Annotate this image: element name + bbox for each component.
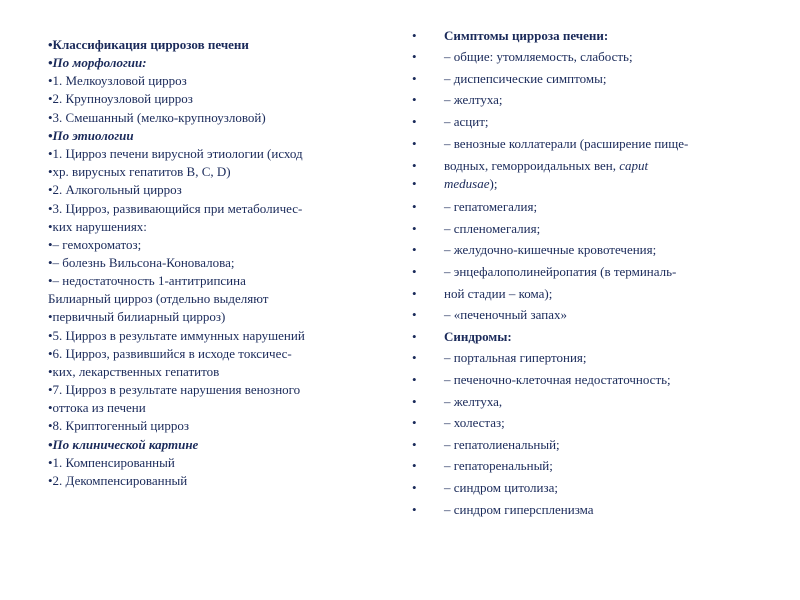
list-item-text: – венозные коллатерали (расширение пище-: [444, 136, 689, 151]
bullet-marker: •: [412, 136, 417, 151]
bullet-marker: •: [412, 329, 417, 344]
list-item-text: – желтуха;: [444, 92, 503, 107]
bullet-marker: •: [412, 394, 417, 409]
list-item: •ких нарушениях:: [48, 219, 147, 234]
list-item-text: – гепатолиенальный;: [444, 437, 560, 452]
list-item-text: – синдром цитолиза;: [444, 480, 558, 495]
list-item-text: – гепатомегалия;: [444, 199, 538, 214]
list-item-text: – асцит;: [444, 114, 489, 129]
bullet-marker: •: [412, 92, 417, 107]
list-item: •6. Цирроз, развившийся в исходе токсичес-: [48, 346, 292, 361]
bullet-marker: •: [412, 114, 417, 129]
section-heading: •По этиологии: [48, 128, 134, 143]
list-item-text: – желудочно-кишечные кровотечения;: [444, 242, 657, 257]
list-item-text: medusae);: [444, 176, 498, 191]
list-item: •5. Цирроз в результате иммунных нарушений: [48, 328, 305, 343]
list-item-text: – холестаз;: [444, 415, 505, 430]
list-item: •– недостаточность 1-антитрипсина: [48, 273, 246, 288]
list-item: •– гемохроматоз;: [48, 237, 142, 252]
list-item: •7. Цирроз в результате нарушения венозного: [48, 382, 301, 397]
list-item: Билиарный цирроз (отдельно выделяют: [48, 291, 269, 306]
list-item-text: – «печеночный запах»: [444, 307, 567, 322]
list-item: •1. Компенсированный: [48, 455, 175, 470]
bullet-marker: •: [412, 286, 417, 301]
bullet-marker: •: [412, 199, 417, 214]
list-item-text: – общие: утомляемость, слабость;: [444, 49, 633, 64]
list-item: •1. Цирроз печени вирусной этиологии (исход: [48, 146, 303, 161]
list-item: •оттока из печени: [48, 400, 146, 415]
list-item: •1. Мелкоузловой цирроз: [48, 73, 187, 88]
bullet-marker: •: [412, 28, 417, 43]
list-item-text: – гепаторенальный;: [444, 458, 553, 473]
list-item: •2. Алкогольный цирроз: [48, 182, 182, 197]
section-heading: •Классификация циррозов печени: [48, 37, 249, 52]
bullet-marker: •: [412, 458, 417, 473]
list-item: •2. Декомпенсированный: [48, 473, 188, 488]
bullet-marker: •: [412, 415, 417, 430]
bullet-marker: •: [412, 71, 417, 86]
bullet-marker: •: [412, 350, 417, 365]
list-item: •8. Криптогенный цирроз: [48, 418, 189, 433]
list-item: •хр. вирусных гепатитов В, С, D): [48, 164, 231, 179]
bullet-marker: •: [412, 264, 417, 279]
bullet-marker: •: [412, 221, 417, 236]
list-item-text: – диспепсические симптомы;: [444, 71, 607, 86]
list-item: •ких, лекарственных гепатитов: [48, 364, 220, 379]
bullet-marker: •: [412, 372, 417, 387]
bullet-marker: •: [412, 437, 417, 452]
list-item-text: – спленомегалия;: [444, 221, 541, 236]
list-item: •3. Цирроз, развивающийся при метаболичес-: [48, 201, 303, 216]
section-heading: •По морфологии:: [48, 55, 147, 70]
list-item-text: водных, геморроидальных вен, caput: [444, 158, 649, 173]
list-item: •2. Крупноузловой цирроз: [48, 91, 193, 106]
bullet-marker: •: [412, 307, 417, 322]
list-item-text: – портальная гипертония;: [444, 350, 587, 365]
list-item-text: Симптомы цирроза печени:: [444, 28, 609, 43]
list-item-text: – желтуха,: [444, 394, 503, 409]
list-item-text: Синдромы:: [444, 329, 512, 344]
list-item-text: – печеночно-клеточная недостаточность;: [444, 372, 671, 387]
bullet-marker: •: [412, 480, 417, 495]
list-item: •3. Смешанный (мелко-крупноузловой): [48, 110, 266, 125]
list-item-text: ной стадии – кома);: [444, 286, 553, 301]
bullet-marker: •: [412, 49, 417, 64]
list-item-text: – синдром гиперспленизма: [444, 502, 594, 517]
bullet-marker: •: [412, 176, 417, 191]
bullet-marker: •: [412, 242, 417, 257]
bullet-marker: •: [412, 158, 417, 173]
bullet-marker: •: [412, 502, 417, 517]
list-item: •первичный билиарный цирроз): [48, 309, 226, 324]
section-heading: •По клинической картине: [48, 437, 199, 452]
list-item: •– болезнь Вильсона-Коновалова;: [48, 255, 235, 270]
list-item-text: – энцефалополинейропатия (в терминаль-: [444, 264, 677, 279]
